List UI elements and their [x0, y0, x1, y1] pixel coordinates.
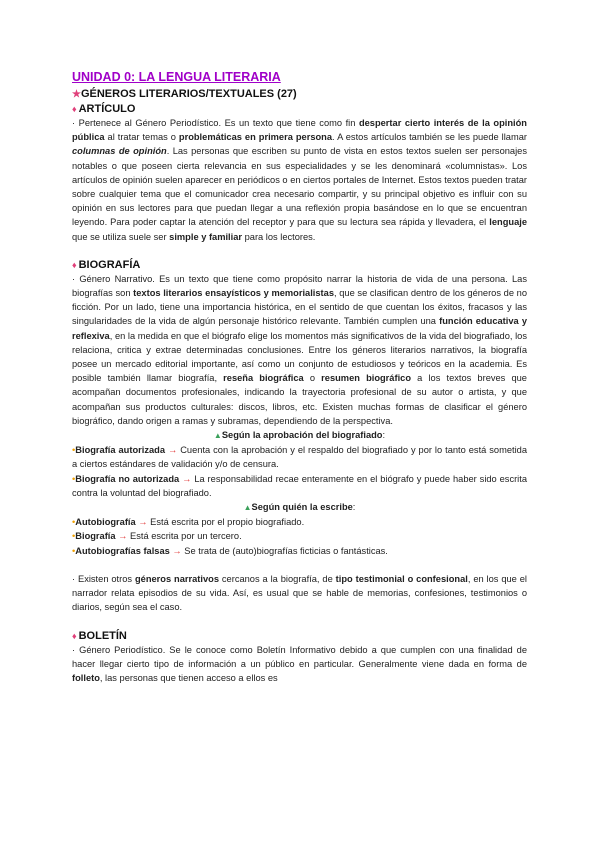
subheading-text: Según la aprobación del biografiado — [221, 430, 383, 441]
bold-italic-run: columnas de opinión — [72, 146, 167, 157]
bold-run: función educativa y reflexiva — [72, 316, 527, 341]
subheading-text: Según quién la escribe — [251, 502, 353, 513]
triangle-icon: ▲ — [213, 431, 222, 441]
text-run: · Género Narrativo. Es un texto que tiene como propósito narrar la historia de vida de una persona. Las biografías son — [72, 273, 527, 299]
arrow-icon: → — [118, 531, 128, 542]
arrow-icon: → — [172, 545, 182, 556]
subheading-aprobacion — [72, 428, 527, 443]
bold-run: problemáticas en primera persona — [178, 132, 333, 143]
bold-run: textos literarios ensayísticos y memorialistas — [133, 288, 334, 299]
boletin-paragraph — [72, 643, 527, 686]
item-label: Biografía — [75, 531, 116, 542]
item-text: La responsabilidad recae enteramente en el biógrafo y puede haber sido escrita contra la voluntad del biografiado. — [72, 473, 528, 498]
text-run: . A estos artículos también se les puede llamar — [332, 132, 527, 143]
section-title — [72, 87, 527, 102]
list-item — [72, 529, 527, 543]
item-text: Está escrita por un tercero. — [127, 531, 242, 542]
text-run: o — [303, 373, 322, 384]
document-page — [72, 70, 527, 685]
text-run: para los lectores. — [242, 231, 316, 242]
text-run: · Existen otros — [72, 573, 135, 584]
bold-run: géneros narrativos — [134, 573, 219, 584]
bold-run: despertar cierto interés de la opinión pública — [72, 118, 527, 143]
text-run: , las personas que tienen acceso a ellos es — [99, 672, 278, 683]
bold-run: folleto — [72, 672, 100, 683]
star-icon: ★ — [72, 89, 81, 100]
arrow-icon: → — [182, 473, 192, 484]
text-run: al tratar temas o — [104, 132, 179, 143]
text-run: . Las personas que escriben su punto de vista en estos textos suelen ser personajes notables o que poseen cierta relevancia en sus especialidades y se les denominará «columnistas». Los artículos de opinión suelen aparecer en periódicos o en ciertos portales de Internet. Estos textos pueden tratar sobre cualquier tema que el comunicador crea necesario compartir, y su principal objetivo es influir con su opinión en sus lectores para que puedan llegar a una reflexión propia basándose en lo que se encuentran leyendo. Para poder captar la atención del receptor y para que su lectura sea rápida y llevadera, el — [72, 146, 527, 228]
bullet-icon: • — [72, 517, 76, 528]
arrow-icon: → — [138, 517, 148, 528]
item-text: Se trata de (auto)biografías ficticias o fantásticas. — [181, 545, 388, 556]
articulo-heading — [72, 102, 527, 116]
text-run: , en la medida en que el biógrafo elige los momentos más significativos de la vida del biografiado, los relaciona, critica y extrae determinadas conclusiones. Entre los géneros literarios narrativos, la biografía posee un mercado editorial importante, así como un conjunto de estudiosos y teóricos en la academia. Es posible también llamar biografía, — [72, 330, 527, 384]
bold-run: tipo testimonial o confesional — [335, 573, 468, 584]
boletin-heading-text: BOLETÍN — [78, 629, 127, 642]
triangle-icon: ▲ — [243, 503, 252, 513]
text-run: , que se clasifican dentro de los géneros de no ficción. Por un lado, tiene una importancia histórica, en el sentido de que cuentan los éxitos, fracasos y las singularidades de la vida de algún personaje histórico relevante. También cumplen una — [72, 288, 528, 327]
bullet-icon: • — [72, 473, 76, 484]
text-run: , en los que el narrador relata episodios de su vida. Así, es usual que se hable de memorias, confesiones, testimonios o diarios, según sea el caso. — [72, 573, 527, 613]
text-run: que se utiliza suele ser — [72, 231, 170, 242]
arrow-icon: → — [167, 445, 178, 456]
text-run: a los textos breves que acompañan documentos profesionales, indicando la trayectoria profesional de su autor o artista, y que acompañan sus productos culturales: discos, libros, etc. Existen muchas formas de clasificar el género biográfico, dando origen a ramas y subramas, dependiendo de la perspectiva. — [72, 373, 527, 426]
diamond-icon: ♦ — [72, 630, 77, 641]
bullet-icon: • — [72, 445, 76, 456]
biografia-paragraph — [72, 272, 527, 428]
item-label: Autobiografía — [75, 517, 136, 528]
item-label: Biografía no autorizada — [75, 473, 180, 484]
biografia-heading-text: BIOGRAFÍA — [78, 258, 141, 271]
bullet-icon: • — [72, 531, 76, 542]
list-item — [72, 544, 527, 558]
subheading-quien — [72, 500, 527, 515]
item-label: Autobiografías falsas — [75, 545, 170, 556]
bullet-icon: • — [72, 545, 76, 556]
item-text: Está escrita por el propio biografiado. — [147, 517, 305, 528]
list-item — [72, 472, 527, 500]
colon: : — [352, 502, 356, 513]
articulo-paragraph — [72, 116, 527, 244]
text-run: · Pertenece al Género Periodístico. Es un texto que tiene como fin — [72, 118, 359, 128]
biografia-heading — [72, 258, 527, 272]
articulo-heading-text: ARTÍCULO — [78, 103, 136, 115]
unit-title: UNIDAD 0: LA LENGUA LITERARIA — [72, 70, 281, 84]
list-item — [72, 443, 527, 471]
biografia-paragraph-2 — [72, 572, 527, 615]
diamond-icon: ♦ — [72, 104, 77, 114]
item-label: Biografía autorizada — [75, 445, 166, 456]
boletin-heading — [72, 629, 527, 643]
text-run: cercanos a la biografía, de — [219, 573, 336, 584]
colon: : — [382, 430, 386, 441]
bold-run: resumen biográfico — [321, 373, 412, 384]
section-title-text: GÉNEROS LITERARIOS/TEXTUALES (27) — [80, 88, 297, 100]
bold-run: reseña biográfica — [223, 373, 304, 384]
bold-run: simple y familiar — [169, 231, 243, 242]
list-item — [72, 515, 527, 529]
diamond-icon: ♦ — [72, 259, 77, 270]
text-run: · Género Periodístico. Se le conoce como Boletín Informativo debido a que cumplen con una finalidad de hacer llegar cierto tipo de información a un público en particular. Generalmente viene dada en forma de — [72, 644, 527, 669]
item-text: Cuenta con la aprobación y el respaldo del biografiado y por lo tanto está sometida a ciertos estándares de validación y/o de censura. — [72, 445, 527, 470]
bold-run: lenguaje — [489, 217, 527, 228]
